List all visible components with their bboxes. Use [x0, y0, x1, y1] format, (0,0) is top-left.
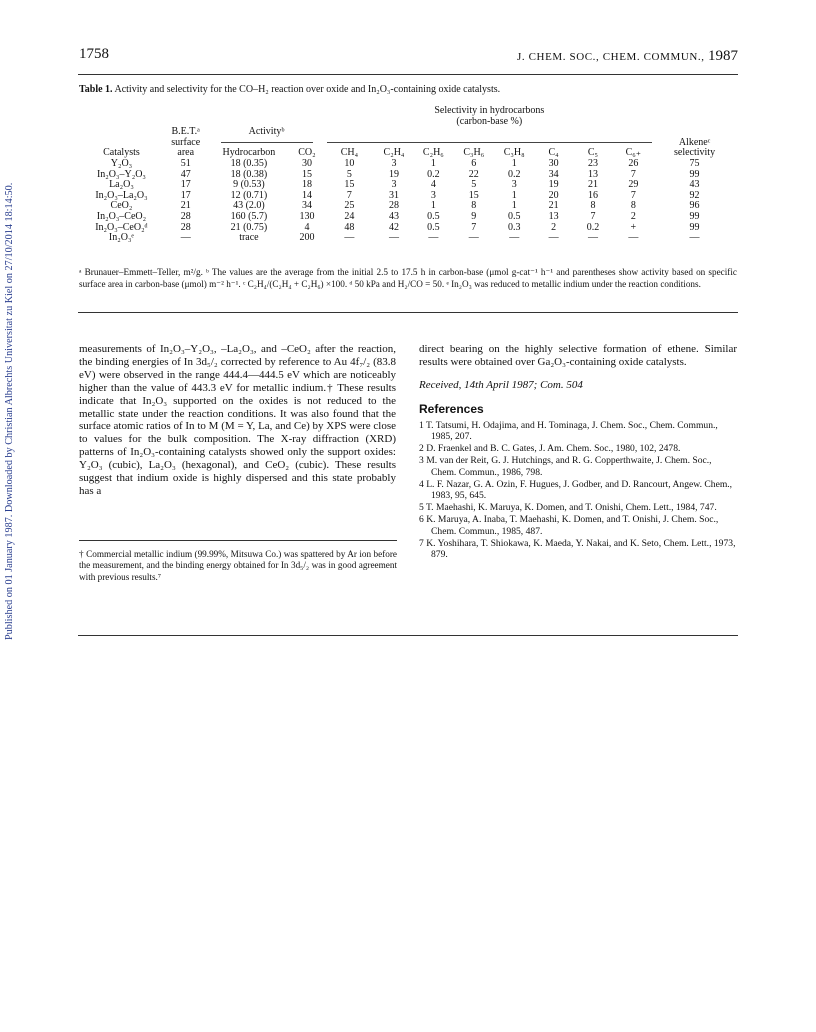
cell-c6: 29 — [628, 179, 639, 191]
selectivity-header-line2: (carbon-base %) — [456, 115, 523, 127]
cell-c5: 21 — [587, 179, 598, 191]
cell-ch4: 7 — [346, 189, 352, 201]
hydrocarbon-header: Hydrocarbon — [222, 147, 276, 159]
cell-bet: 47 — [180, 168, 191, 180]
cell-c5: 7 — [590, 210, 596, 222]
bet-header-line1: B.E.T.ᵃ — [171, 126, 200, 138]
cell-co2: 200 — [299, 232, 315, 244]
cell-c4: 21 — [548, 200, 559, 212]
cell-catalyst: La₂O₃ — [109, 179, 134, 191]
cell-c6: 8 — [630, 200, 636, 212]
table-row — [80, 159, 735, 170]
cell-bet: 17 — [180, 189, 191, 201]
hc-col-c3h8: C₃H₈ — [503, 147, 525, 159]
cell-bet: 28 — [180, 221, 191, 233]
cell-c2h6: 3 — [430, 189, 436, 201]
cell-c2h6: — — [428, 232, 439, 244]
cell-catalyst: In₂O₃–CeO₂ᵈ — [95, 221, 148, 233]
cell-c4: 20 — [548, 189, 559, 201]
header-rule — [78, 74, 738, 75]
bet-area-header: area — [177, 147, 195, 159]
cell-c3h6: 22 — [468, 168, 479, 180]
cell-hydrocarbon: trace — [239, 232, 259, 244]
cell-catalyst: CeO₂ — [110, 200, 133, 212]
cell-hydrocarbon: 12 (0.71) — [230, 189, 268, 201]
journal-year: 1987 — [708, 48, 738, 64]
cell-co2: 15 — [301, 168, 312, 180]
cell-c3h8: 1 — [511, 189, 517, 201]
activity-group-header — [209, 127, 325, 148]
table-row — [80, 191, 735, 202]
references-heading: References — [419, 401, 484, 416]
cell-ch4: 24 — [344, 210, 355, 222]
cell-hydrocarbon: 21 (0.75) — [230, 221, 268, 233]
cell-c6: 26 — [628, 157, 639, 169]
cell-alkene: 99 — [689, 221, 700, 233]
co2-header: CO₂ — [298, 147, 316, 159]
reference-item: 5 T. Maehashi, K. Maruya, K. Domen, and T. Onishi, Chem. Lett., 1984, 747. — [419, 502, 717, 514]
cell-c3h6: 8 — [471, 200, 477, 212]
cell-alkene: 75 — [689, 157, 700, 169]
reference-item: 7 K. Yoshihara, T. Shiokawa, K. Maeda, Y. Nakai, and K. Seto, Chem. Lett., 1973, 879. — [419, 537, 736, 561]
cell-c4: 13 — [548, 210, 559, 222]
cell-c6: 7 — [630, 168, 636, 180]
cell-c3h8: 0.2 — [507, 168, 521, 180]
cell-hydrocarbon: 9 (0.53) — [233, 179, 265, 191]
cell-co2: 130 — [299, 210, 315, 222]
cell-c3h8: 0.5 — [507, 210, 521, 222]
cell-c3h6: 15 — [468, 189, 479, 201]
bet-header — [163, 127, 209, 148]
reference-item: 1 T. Tatsumi, H. Odajima, and H. Tominaga, J. Chem. Soc., Chem. Commun., 1985, 207. — [419, 419, 718, 443]
cell-c4: 34 — [548, 168, 559, 180]
data-table — [80, 106, 735, 244]
cell-hydrocarbon: 18 (0.35) — [230, 157, 268, 169]
cell-bet: 28 — [180, 210, 191, 222]
table-footnotes: ᵃ Brunauer–Emmett–Teller, m²/g. ᵇ The values are the average from the initial 2.5 to 17.5 h in carbon-base (μmol g-cat⁻¹ h⁻¹ and parentheses show activity based on specific surface area in carbon-base (μmol) m⁻² h⁻¹. ᶜ C₂H₄/(C₂H₄ + C₂H₆) ×100. ᵈ 50 kPa and H₂/CO = 50. ᵉ In₂O₃ was reduced to metallic indium under the reaction conditions. — [79, 267, 737, 289]
selectivity-header-line1: Selectivity in hydrocarbons — [434, 105, 545, 116]
hc-col-ch4: CH₄ — [340, 147, 359, 159]
download-side-note — [4, 140, 18, 640]
cell-catalyst: In₂O₃ᵉ — [108, 232, 134, 244]
cell-c2h6: 0.2 — [427, 168, 440, 180]
table-caption-text: Activity and selectivity for the CO–H₂ reaction over oxide and In₂O₃-containing oxide catalysts. — [114, 84, 501, 95]
selectivity-brace — [327, 142, 653, 145]
cell-hydrocarbon: 160 (5.7) — [230, 210, 268, 222]
hc-col-c6plus: C₆₊ — [625, 147, 642, 159]
cell-co2: 30 — [301, 157, 312, 169]
cell-c6: — — [628, 232, 639, 244]
cell-co2: 34 — [301, 200, 312, 212]
side-note-text: Published on 01 January 1987. Downloaded by Christian Albrechts Universitat zu Kiel on 27/10/2014 18:14:50. — [4, 182, 15, 640]
cell-hydrocarbon: 43 (2.0) — [233, 200, 265, 212]
hc-col-c5: C₅ — [587, 147, 599, 159]
cell-co2: 14 — [301, 189, 312, 201]
cell-c4: 19 — [548, 179, 559, 191]
cell-alkene: 99 — [689, 210, 700, 222]
cell-c2h6: 0.5 — [427, 221, 440, 233]
hc-col-c2h6: C₂H₆ — [422, 147, 444, 159]
footnote-rule — [79, 540, 397, 541]
cell-c3h8: 1 — [511, 200, 517, 212]
hc-col-c3h6: C₃H₆ — [463, 147, 485, 159]
dagger-footnote: † Commercial metallic indium (99.99%, Mitsuwa Co.) was spattered by Ar ion before the measurement, and the binding energy obtained for In 3d₅/₂ was in good agreement with previous results.⁷ — [79, 549, 397, 582]
alkene-header-top: Alkeneᶜ — [678, 136, 711, 148]
cell-c2h4: 42 — [388, 221, 399, 233]
cell-c4: 2 — [551, 221, 557, 233]
table-row — [80, 180, 735, 191]
cell-hydrocarbon: 18 (0.38) — [230, 168, 268, 180]
cell-co2: 18 — [301, 179, 312, 191]
cell-ch4: 10 — [344, 157, 355, 169]
cell-co2: 4 — [304, 221, 310, 233]
activity-header-label: Activityᵇ — [248, 126, 285, 138]
cell-alkene: 99 — [689, 168, 700, 180]
cell-alkene: — — [689, 232, 700, 244]
cell-c2h4: 43 — [388, 210, 399, 222]
cell-c3h6: 7 — [471, 221, 477, 233]
page-number: 1758 — [79, 46, 109, 62]
cell-ch4: 48 — [344, 221, 355, 233]
cell-c2h4: 31 — [388, 189, 399, 201]
cell-c3h6: — — [468, 232, 479, 244]
cell-alkene: 92 — [689, 189, 700, 201]
reference-item: 6 K. Maruya, A. Inaba, T. Maehashi, K. Domen, and T. Onishi, J. Chem. Soc., Chem. Commun., 1985, 487. — [419, 514, 719, 537]
left-paragraph: measurements of In₂O₃–Y₂O₃, –La₂O₃, and –CeO₂ after the reaction, the binding energies of In 3d₅/₂ corrected by reference to Au 4f₇/₂ (83.8 eV) were observed in the range 444.4—444.5 eV which are noticeably higher than the value of 443.3 eV for metallic indium.† These results indicate that In₂O₃ supported on the oxides is not reduced to the metallic state under the reaction conditions. It was also found that the surface atomic ratios of In to M (M = Y, La, and Ce) by XPS were close to values for the bulk composition. The X-ray diffraction (XRD) patterns of In₂O₃-containing catalysts showed only the support oxides: Y₂O₃ (cubic), La₂O₃ (hexagonal), and CeO₂ (cubic). These results suggest that indium oxide is highly dispersed and this state probably has a — [79, 343, 396, 497]
table-bottom-rule — [78, 312, 738, 313]
cell-c3h8: — — [509, 232, 520, 244]
cell-c4: — — [548, 232, 559, 244]
cell-ch4: 5 — [346, 168, 352, 180]
cell-c6: + — [630, 221, 637, 233]
cell-c2h4: 19 — [388, 168, 399, 180]
cell-c3h6: 5 — [471, 179, 477, 191]
cell-c5: 16 — [587, 189, 598, 201]
reference-item: 3 M. van der Reit, G. J. Hutchings, and R. G. Copperthwaite, J. Chem. Soc., Chem. Commun., 1986, 798. — [419, 455, 712, 478]
table-body — [80, 159, 735, 244]
cell-bet: 17 — [180, 179, 191, 191]
cell-catalyst: In₂O₃–La₂O₃ — [95, 189, 148, 201]
journal-header — [517, 48, 738, 65]
cell-c3h8: 3 — [511, 179, 517, 191]
table-row — [80, 201, 735, 212]
received-line: Received, 14th April 1987; Com. 504 — [419, 378, 583, 391]
cell-c2h4: 28 — [388, 200, 399, 212]
cell-c5: — — [587, 232, 598, 244]
cell-catalyst: In₂O₃–Y₂O₃ — [96, 168, 146, 180]
cell-ch4: 25 — [344, 200, 355, 212]
cell-alkene: 96 — [689, 200, 700, 212]
cell-ch4: — — [344, 232, 355, 244]
cell-alkene: 43 — [689, 179, 700, 191]
table-row — [80, 212, 735, 223]
alkene-header-bottom: selectivity — [673, 147, 716, 159]
table-caption — [79, 84, 500, 95]
cell-c5: 13 — [587, 168, 598, 180]
cell-bet: — — [180, 232, 191, 244]
cell-bet: 21 — [180, 200, 191, 212]
right-column — [419, 343, 737, 561]
cell-c2h6: 4 — [430, 179, 436, 191]
cell-c2h4: 3 — [391, 179, 397, 191]
cell-c2h4: 3 — [391, 157, 397, 169]
cell-ch4: 15 — [344, 179, 355, 191]
cell-c2h6: 1 — [430, 157, 436, 169]
right-paragraph: direct bearing on the highly selective formation of ethene. Similar results were obtained over Ga₂O₃-containing oxide catalysts. — [419, 343, 737, 368]
cell-c2h4: — — [388, 232, 399, 244]
selectivity-brace-cell — [325, 127, 655, 148]
hc-col-c2h4: C₂H₄ — [383, 147, 405, 159]
references-list — [419, 420, 737, 562]
selectivity-group-header — [325, 106, 655, 127]
cell-c3h8: 0.3 — [507, 221, 521, 233]
page-bottom-rule — [78, 635, 738, 636]
cell-c3h6: 6 — [471, 157, 477, 169]
reference-item: 4 L. F. Nazar, G. A. Ozin, F. Hugues, J. Godber, and D. Rancourt, Angew. Chem., 1983, 95, 645. — [419, 478, 733, 502]
table-row — [80, 233, 735, 244]
cell-c2h6: 0.5 — [427, 210, 440, 222]
cell-catalyst: In₂O₃–CeO₂ — [96, 210, 147, 222]
journal-title: J. CHEM. SOC., CHEM. COMMUN., — [517, 51, 705, 63]
left-column — [79, 343, 396, 498]
cell-bet: 51 — [180, 157, 191, 169]
cell-c5: 23 — [587, 157, 598, 169]
catalysts-header: Catalysts — [103, 147, 140, 159]
bet-header-line2: surface — [171, 136, 201, 148]
reference-item: 2 D. Fraenkel and B. C. Gates, J. Am. Chem. Soc., 1980, 102, 2478. — [419, 443, 681, 455]
cell-c2h6: 1 — [430, 200, 436, 212]
cell-c5: 8 — [590, 200, 596, 212]
cell-c6: 7 — [630, 189, 636, 201]
table-caption-label: Table 1. — [79, 84, 113, 95]
cell-c3h6: 9 — [471, 210, 477, 222]
cell-c4: 30 — [548, 157, 559, 169]
hc-col-c4: C₄ — [548, 147, 559, 159]
cell-c6: 2 — [630, 210, 636, 222]
cell-c3h8: 1 — [511, 157, 517, 169]
cell-catalyst: Y₂O₃ — [110, 157, 133, 169]
cell-c5: 0.2 — [586, 221, 600, 233]
activity-brace — [221, 142, 313, 145]
